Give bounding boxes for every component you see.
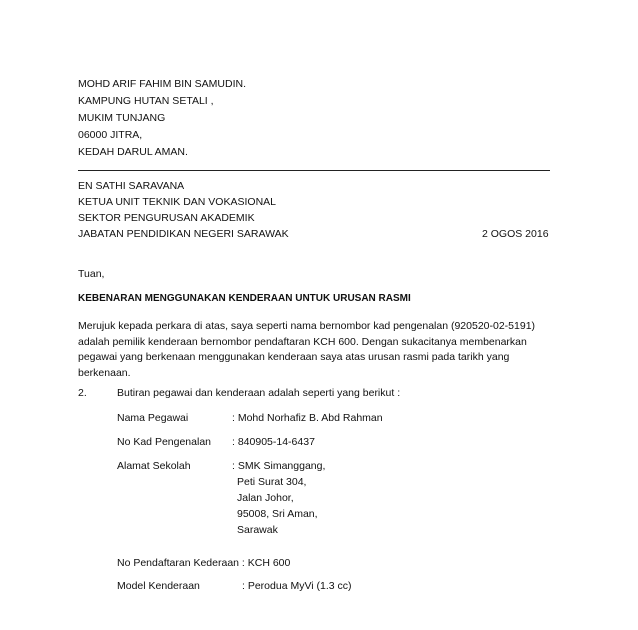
recipient-department: JABATAN PENDIDIKAN NEGERI SARAWAK [78, 228, 289, 240]
school-address-line: : SMK Simanggang, [232, 460, 326, 472]
sender-address-line: KEDAH DARUL AMAN. [78, 146, 188, 158]
salutation: Tuan, [78, 268, 105, 280]
officer-name-value: : Mohd Norhafiz B. Abd Rahman [232, 412, 383, 424]
vehicle-model-value: : Perodua MyVi (1.3 cc) [242, 580, 352, 592]
ic-number-value: : 840905-14-6437 [232, 436, 315, 448]
separator-rule [78, 170, 550, 171]
ic-number-label: No Kad Pengenalan [117, 436, 211, 448]
recipient-name: EN SATHI SARAVANA [78, 180, 185, 192]
subject-line: KEBENARAN MENGGUNAKAN KENDERAAN UNTUK URUSAN RASMI [78, 293, 411, 304]
school-address-line: Peti Surat 304, [237, 476, 307, 488]
sender-address-line: 06000 JITRA, [78, 129, 143, 141]
item-text: Butiran pegawai dan kenderaan adalah seperti yang berikut : [117, 387, 401, 399]
item-number: 2. [78, 387, 87, 399]
sender-address-line: MUKIM TUNJANG [78, 112, 166, 124]
school-address-label: Alamat Sekolah [117, 460, 191, 472]
recipient-title: KETUA UNIT TEKNIK DAN VOKASIONAL [78, 196, 276, 208]
sender-name: MOHD ARIF FAHIM BIN SAMUDIN. [78, 78, 247, 90]
vehicle-model-label: Model Kenderaan [117, 580, 200, 592]
vehicle-registration: No Pendaftaran Kederaan : KCH 600 [117, 557, 291, 569]
school-address-line: Sarawak [237, 524, 278, 536]
sender-address-line: KAMPUNG HUTAN SETALI , [78, 95, 214, 107]
officer-name-label: Nama Pegawai [117, 412, 189, 424]
school-address-line: 95008, Sri Aman, [237, 508, 318, 520]
school-address-line: Jalan Johor, [237, 492, 294, 504]
letter-date: 2 OGOS 2016 [482, 228, 549, 240]
body-paragraph: Merujuk kepada perkara di atas, saya seperti nama bernombor kad pengenalan (920520-02-5191) adalah pemilik kenderaan bernombor pendaftaran KCH 600. Dengan sukacitanya membenarkan pegawai yang berkenaan menggunakan kenderaan saya atas urusan rasmi pada tarikh yang berkenaan. [78, 320, 536, 379]
recipient-sector: SEKTOR PENGURUSAN AKADEMIK [78, 212, 255, 224]
